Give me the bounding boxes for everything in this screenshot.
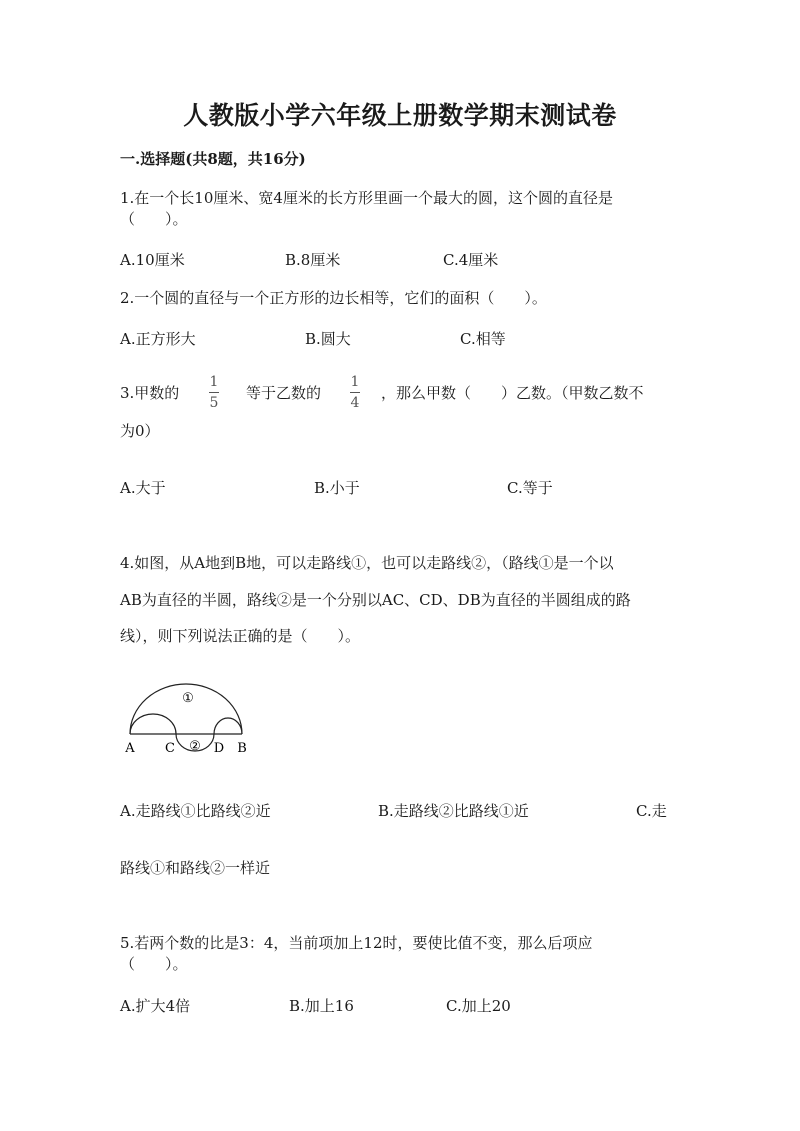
question-2-option-c[interactable]: C.相等 [460, 330, 506, 348]
fraction-bar [209, 392, 219, 393]
question-1-text-cont: （ ）。 [120, 210, 188, 228]
fraction-numerator: 1 [209, 374, 219, 390]
question-3-option-a[interactable]: A.大于 [120, 479, 166, 497]
question-1-option-a[interactable]: A.10厘米 [120, 251, 185, 269]
point-c-label: C [165, 741, 175, 756]
question-5-text: 5.若两个数的比是3：4，当前项加上12时，要使比值不变，那么后项应 [120, 934, 593, 952]
fraction-denominator: 4 [350, 395, 360, 411]
question-1-option-c[interactable]: C.4厘米 [443, 251, 499, 269]
question-4-text: 4.如图，从A地到B地，可以走路线①，也可以走路线②，（路线①是一个以 [120, 554, 614, 572]
fraction-bar [350, 392, 360, 393]
point-a-label: A [125, 741, 135, 756]
question-3-middle: 等于乙数的 [246, 384, 322, 402]
fraction-numerator: 1 [350, 374, 360, 390]
route-2-label: ② [189, 739, 201, 754]
question-5-option-b[interactable]: B.加上16 [289, 997, 354, 1015]
question-4-option-c-cont[interactable]: 路线①和路线②一样近 [120, 859, 271, 877]
question-3-option-b[interactable]: B.小于 [314, 479, 360, 497]
point-d-label: D [213, 741, 225, 756]
question-2-text: 2.一个圆的直径与一个正方形的边长相等，它们的面积（ ）。 [120, 289, 547, 307]
question-3-prefix: 3.甲数的 [120, 384, 180, 402]
question-5-option-a[interactable]: A.扩大4倍 [120, 997, 191, 1015]
question-2-option-b[interactable]: B.圆大 [305, 330, 351, 348]
route-diagram [118, 676, 258, 762]
question-3-option-c[interactable]: C.等于 [507, 479, 553, 497]
page-title: 人教版小学六年级上册数学期末测试卷 [183, 101, 617, 130]
fraction-one-fifth [209, 374, 219, 411]
question-1-option-b[interactable]: B.8厘米 [285, 251, 341, 269]
fraction-denominator: 5 [209, 395, 219, 411]
question-4-option-a[interactable]: A.走路线①比路线②近 [120, 802, 271, 820]
question-5-option-c[interactable]: C.加上20 [446, 997, 511, 1015]
question-4-text-cont: AB为直径的半圆，路线②是一个分别以AC、CD、DB为直径的半圆组成的路 [120, 591, 631, 609]
route-2-arc-ac [130, 714, 176, 734]
question-3-text-cont: 为0） [120, 422, 160, 440]
route-1-label: ① [182, 691, 194, 706]
question-4-text-cont2: 线），则下列说法正确的是（ ）。 [120, 627, 361, 645]
question-4-option-c[interactable]: C.走 [636, 802, 667, 820]
question-1-text: 1.在一个长10厘米、宽4厘米的长方形里画一个最大的圆，这个圆的直径是 [120, 189, 613, 207]
question-3-suffix: ，那么甲数（ ）乙数。（甲数乙数不 [381, 384, 644, 402]
point-b-label: B [237, 741, 247, 756]
question-5-text-cont: （ ）。 [120, 955, 188, 973]
section-heading: 一.选择题(共8题，共16分) [120, 150, 306, 168]
route-2-arc-db [214, 718, 242, 734]
question-2-option-a[interactable]: A.正方形大 [120, 330, 196, 348]
question-4-option-b[interactable]: B.走路线②比路线①近 [378, 802, 529, 820]
fraction-one-fourth [350, 374, 360, 411]
